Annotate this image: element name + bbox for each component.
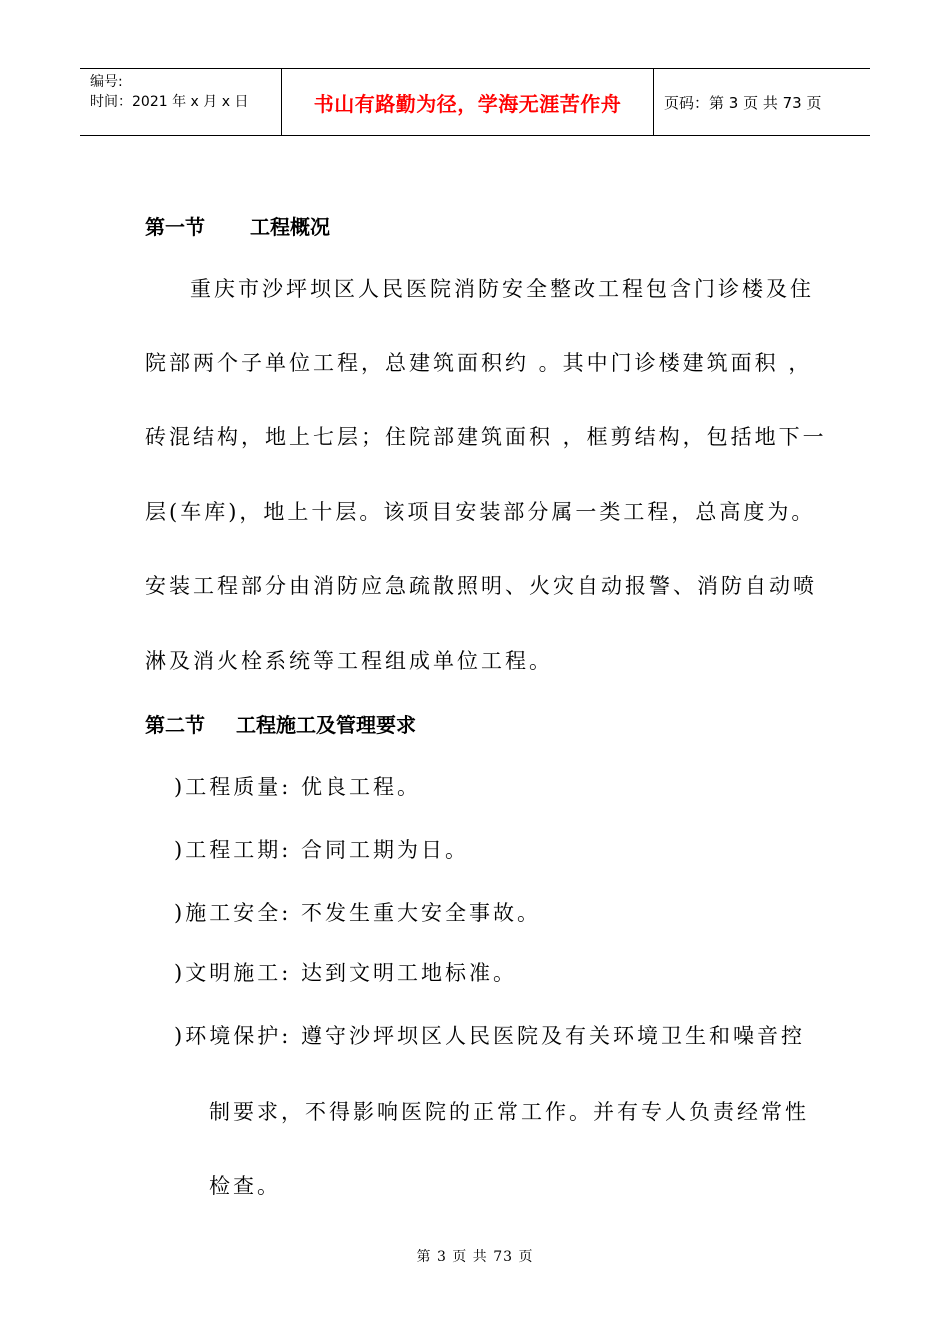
section-heading-1 [145, 211, 330, 240]
section-number: 第二节 [145, 713, 205, 737]
header-page-cell [654, 69, 870, 135]
document-number-label: 编号: [90, 74, 123, 90]
section-number: 第一节 [145, 215, 205, 239]
requirement-item: )环境保护: 遵守沙坪坝区人民医院及有关环境卫生和噪音控 [174, 1024, 805, 1048]
requirement-continuation: 制要求，不得影响医院的正常工作。并有专人负责经常性 [209, 1100, 809, 1124]
paragraph-line: 层(车库)，地上十层。该项目安装部分属一类工程，总高度为。 [145, 500, 816, 524]
header-meta [80, 69, 282, 135]
paragraph-line: 安装工程部分由消防应急疏散照明、火灾自动报警、消防自动喷 [145, 574, 817, 598]
header-page-code: 页码：第 3 页 共 73 页 [664, 93, 822, 112]
section-title: 工程施工及管理要求 [235, 713, 416, 737]
requirement-item: )文明施工: 达到文明工地标准。 [174, 961, 517, 985]
header-motto-cell [282, 69, 654, 135]
document-header [80, 68, 870, 136]
paragraph-line: 重庆市沙坪坝区人民医院消防安全整改工程包含门诊楼及住 [190, 277, 814, 301]
paragraph-line: 院部两个子单位工程，总建筑面积约 。其中门诊楼建筑面积 ， [145, 351, 813, 375]
paragraph-line: 砖混结构，地上七层；住院部建筑面积 ，框剪结构，包括地下一 [145, 425, 827, 449]
page-footer: 第 3 页 共 73 页 [416, 1249, 534, 1265]
requirement-item: )工程工期: 合同工期为日。 [174, 838, 469, 862]
requirement-item: )工程质量: 优良工程。 [174, 775, 421, 799]
header-motto: 书山有路勤为径，学海无涯苦作舟 [313, 91, 622, 116]
requirement-item: )施工安全: 不发生重大安全事故。 [174, 901, 541, 925]
requirement-continuation: 检查。 [209, 1174, 281, 1198]
document-date: 时间：2021 年 x 月 x 日 [90, 94, 249, 110]
section-heading-2 [145, 709, 416, 738]
section-title: 工程概况 [249, 215, 330, 239]
paragraph-line: 淋及消火栓系统等工程组成单位工程。 [145, 649, 553, 673]
